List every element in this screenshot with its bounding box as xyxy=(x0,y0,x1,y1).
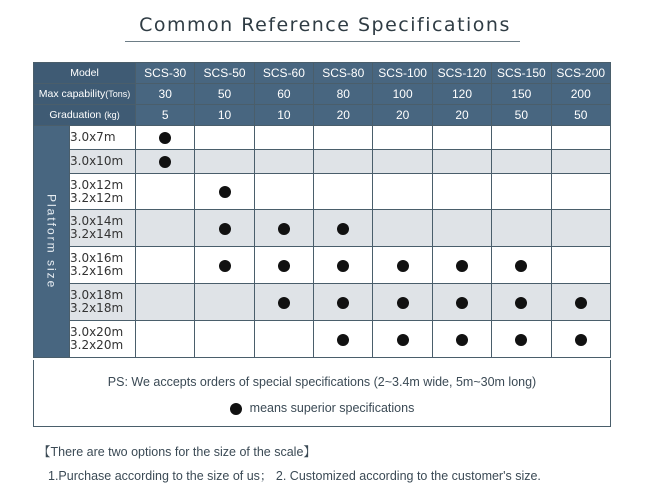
options-title: 【There are two options for the size of the scale】 xyxy=(38,445,316,459)
spec-cell xyxy=(432,321,491,358)
spec-cell xyxy=(492,321,551,358)
platform-size-cell xyxy=(70,284,136,321)
spec-cell xyxy=(551,174,610,210)
spec-cell xyxy=(551,126,610,150)
spec-cell xyxy=(314,174,373,210)
spec-cell xyxy=(136,174,195,210)
size-line: 3.0x14m xyxy=(70,214,124,228)
spec-table xyxy=(33,62,611,358)
model-cell: SCS-30 xyxy=(136,63,195,84)
superior-dot-icon xyxy=(515,297,527,309)
platform-size-label xyxy=(34,126,70,358)
superior-dot-icon xyxy=(456,334,468,346)
spec-cell xyxy=(551,210,610,247)
table-row xyxy=(34,150,611,174)
spec-cell xyxy=(492,150,551,174)
spec-cell xyxy=(254,284,313,321)
spec-cell xyxy=(254,247,313,284)
superior-dot-icon xyxy=(397,334,409,346)
spec-cell xyxy=(373,126,432,150)
graduation-unit: (kg) xyxy=(104,110,120,120)
spec-cell xyxy=(254,210,313,247)
spec-cell xyxy=(432,174,491,210)
spec-cell xyxy=(551,321,610,358)
graduation-cell: 10 xyxy=(254,105,313,126)
model-row xyxy=(34,63,611,84)
superior-dot-icon xyxy=(219,186,231,198)
superior-dot-icon xyxy=(278,260,290,272)
spec-cell xyxy=(136,247,195,284)
spec-cell xyxy=(432,126,491,150)
superior-dot-icon xyxy=(159,156,171,168)
graduation-label-text: Graduation xyxy=(49,109,102,121)
notes-box xyxy=(33,360,611,427)
legend-text: means superior specifications xyxy=(249,401,415,415)
legend xyxy=(34,401,610,415)
capacity-cell: 100 xyxy=(373,84,432,105)
superior-dot-icon xyxy=(456,260,468,272)
spec-cell xyxy=(492,126,551,150)
model-cell: SCS-80 xyxy=(314,63,373,84)
spec-cell xyxy=(373,210,432,247)
model-cell: SCS-200 xyxy=(551,63,610,84)
superior-dot-icon xyxy=(278,223,290,235)
size-line: 3.2x18m xyxy=(70,301,124,315)
superior-dot-icon xyxy=(575,334,587,346)
spec-cell xyxy=(136,210,195,247)
superior-dot-icon xyxy=(337,260,349,272)
spec-cell xyxy=(314,247,373,284)
spec-cell xyxy=(254,174,313,210)
title-underline xyxy=(125,41,520,42)
graduation-cell: 50 xyxy=(551,105,610,126)
size-line: 3.0x16m xyxy=(70,251,124,265)
graduation-cell: 20 xyxy=(373,105,432,126)
graduation-cell: 20 xyxy=(432,105,491,126)
spec-cell xyxy=(195,284,254,321)
spec-cell xyxy=(314,150,373,174)
spec-cell xyxy=(373,284,432,321)
platform-size-cell xyxy=(70,126,136,150)
spec-cell xyxy=(373,174,432,210)
capacity-cell: 150 xyxy=(492,84,551,105)
capacity-cell: 30 xyxy=(136,84,195,105)
model-cell: SCS-120 xyxy=(432,63,491,84)
superior-dot-icon xyxy=(278,297,290,309)
table-row xyxy=(34,174,611,210)
capacity-row xyxy=(34,84,611,105)
model-cell: SCS-60 xyxy=(254,63,313,84)
platform-size-text: Platform size xyxy=(44,193,59,290)
ps-note: PS: We accepts orders of special specifications (2~3.4m wide, 5m~30m long) xyxy=(107,375,537,389)
spec-cell xyxy=(314,284,373,321)
spec-cell xyxy=(373,321,432,358)
options-text: 1.Purchase according to the size of us； 2. Customized according to the customer's size. xyxy=(48,469,541,483)
spec-cell xyxy=(432,284,491,321)
superior-dot-icon xyxy=(337,297,349,309)
size-line: 3.0x18m xyxy=(70,288,124,302)
size-line: 3.0x7m xyxy=(70,130,116,144)
size-line: 3.2x12m xyxy=(70,190,124,205)
superior-dot-icon xyxy=(575,297,587,309)
capacity-cell: 80 xyxy=(314,84,373,105)
platform-size-cell xyxy=(70,210,136,247)
superior-dot-icon xyxy=(515,334,527,346)
spec-cell xyxy=(373,150,432,174)
model-cell: SCS-100 xyxy=(373,63,432,84)
spec-cell xyxy=(432,150,491,174)
table-row xyxy=(34,247,611,284)
superior-dot-icon xyxy=(397,297,409,309)
spec-cell xyxy=(195,247,254,284)
spec-cell xyxy=(551,284,610,321)
size-line: 3.0x12m xyxy=(70,177,124,192)
spec-cell xyxy=(373,247,432,284)
table-row xyxy=(34,284,611,321)
spec-cell xyxy=(195,210,254,247)
platform-size-cell xyxy=(70,150,136,174)
model-cell: SCS-150 xyxy=(492,63,551,84)
spec-cell xyxy=(551,247,610,284)
spec-cell xyxy=(195,150,254,174)
graduation-cell: 10 xyxy=(195,105,254,126)
graduation-cell: 20 xyxy=(314,105,373,126)
size-line: 3.2x14m xyxy=(70,227,124,241)
spec-cell xyxy=(492,284,551,321)
spec-cell xyxy=(492,174,551,210)
superior-dot-icon xyxy=(337,334,349,346)
graduation-row xyxy=(34,105,611,126)
platform-size-cell xyxy=(70,247,136,284)
size-line: 3.0x20m xyxy=(70,325,124,339)
graduation-cell: 50 xyxy=(492,105,551,126)
model-label: Model xyxy=(34,63,136,84)
model-cell: SCS-50 xyxy=(195,63,254,84)
spec-cell xyxy=(314,126,373,150)
spec-cell xyxy=(254,321,313,358)
capacity-cell: 50 xyxy=(195,84,254,105)
superior-dot-icon xyxy=(515,260,527,272)
spec-cell xyxy=(432,247,491,284)
spec-cell xyxy=(254,150,313,174)
capacity-cell: 200 xyxy=(551,84,610,105)
spec-cell xyxy=(314,321,373,358)
page-title: Common Reference Specifications xyxy=(139,14,511,36)
spec-cell xyxy=(551,150,610,174)
table-row xyxy=(34,126,611,150)
spec-cell xyxy=(254,126,313,150)
capacity-cell: 120 xyxy=(432,84,491,105)
platform-size-cell xyxy=(70,174,136,210)
capacity-label-text: Max capability xyxy=(38,88,106,100)
capacity-label xyxy=(34,84,136,105)
spec-cell xyxy=(136,284,195,321)
graduation-label xyxy=(34,105,136,126)
spec-cell xyxy=(136,321,195,358)
spec-cell xyxy=(492,247,551,284)
spec-cell xyxy=(195,126,254,150)
superior-dot-icon xyxy=(337,223,349,235)
superior-dot-icon xyxy=(159,132,171,144)
capacity-unit: (Tons) xyxy=(105,89,131,99)
size-line: 3.2x16m xyxy=(70,264,124,278)
spec-cell xyxy=(195,321,254,358)
platform-size-cell xyxy=(70,321,136,358)
superior-dot-icon xyxy=(219,223,231,235)
superior-dot-icon xyxy=(456,297,468,309)
spec-cell xyxy=(314,210,373,247)
superior-dot-icon xyxy=(219,260,231,272)
legend-dot-icon xyxy=(230,403,242,415)
spec-cell xyxy=(492,210,551,247)
graduation-cell: 5 xyxy=(136,105,195,126)
capacity-cell: 60 xyxy=(254,84,313,105)
superior-dot-icon xyxy=(397,260,409,272)
spec-cell xyxy=(136,126,195,150)
spec-cell xyxy=(136,150,195,174)
size-line: 3.2x20m xyxy=(70,338,124,352)
table-row xyxy=(34,321,611,358)
spec-cell xyxy=(195,174,254,210)
table-row xyxy=(34,210,611,247)
spec-cell xyxy=(432,210,491,247)
size-line: 3.0x10m xyxy=(70,154,124,168)
